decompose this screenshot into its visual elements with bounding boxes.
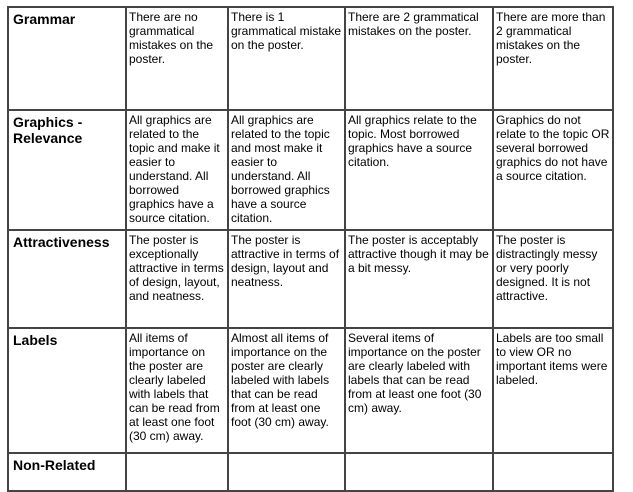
rubric-cell bbox=[345, 453, 493, 491]
rubric-cell: Graphics do not relate to the topic OR several borrowed graphics do not have a source citation. bbox=[493, 110, 613, 230]
rubric-cell: The poster is acceptably attractive though it may be a bit messy. bbox=[345, 230, 493, 328]
rubric-row bbox=[8, 453, 613, 491]
rubric-row bbox=[8, 110, 613, 230]
rubric-cell: All graphics are related to the topic and make it easier to understand. All borrowed graphics have a source citation. bbox=[126, 110, 228, 230]
rubric-cell: The poster is distractingly messy or very poorly designed. It is not attractive. bbox=[493, 230, 613, 328]
rubric-row bbox=[8, 7, 613, 110]
rubric-cell: Labels are too small to view OR no important items were labeled. bbox=[493, 328, 613, 453]
rubric-cell: All graphics relate to the topic. Most borrowed graphics have a source citation. bbox=[345, 110, 493, 230]
rubric-cell bbox=[493, 453, 613, 491]
rubric-cell bbox=[126, 453, 228, 491]
rubric-cell: Almost all items of importance on the poster are clearly labeled with labels that can be read from at least one foot (30 cm) away. bbox=[228, 328, 345, 453]
rubric-cell: The poster is exceptionally attractive in terms of design, layout, and neatness. bbox=[126, 230, 228, 328]
rubric-cell: There are 2 grammatical mistakes on the poster. bbox=[345, 7, 493, 110]
rubric-cell: The poster is attractive in terms of design, layout and neatness. bbox=[228, 230, 345, 328]
rubric-row bbox=[8, 328, 613, 453]
rubric-cell: All items of importance on the poster are clearly labeled with labels that can be read from at least one foot (30 cm) away. bbox=[126, 328, 228, 453]
criterion-label: Grammar bbox=[8, 7, 126, 110]
rubric-cell: There are no grammatical mistakes on the poster. bbox=[126, 7, 228, 110]
rubric-cell: Several items of importance on the poster are clearly labeled with labels that can be read from at least one foot (30 cm) away. bbox=[345, 328, 493, 453]
criterion-label: Attractiveness bbox=[8, 230, 126, 328]
criterion-label: Non-Related bbox=[8, 453, 126, 491]
rubric-cell: There is 1 grammatical mistake on the poster. bbox=[228, 7, 345, 110]
rubric-cell: All graphics are related to the topic and most make it easier to understand. All borrowed graphics have a source citation. bbox=[228, 110, 345, 230]
rubric-cell bbox=[228, 453, 345, 491]
rubric-cell: There are more than 2 grammatical mistakes on the poster. bbox=[493, 7, 613, 110]
criterion-label: Graphics - Relevance bbox=[8, 110, 126, 230]
criterion-label: Labels bbox=[8, 328, 126, 453]
rubric-table bbox=[7, 6, 614, 492]
rubric-row bbox=[8, 230, 613, 328]
